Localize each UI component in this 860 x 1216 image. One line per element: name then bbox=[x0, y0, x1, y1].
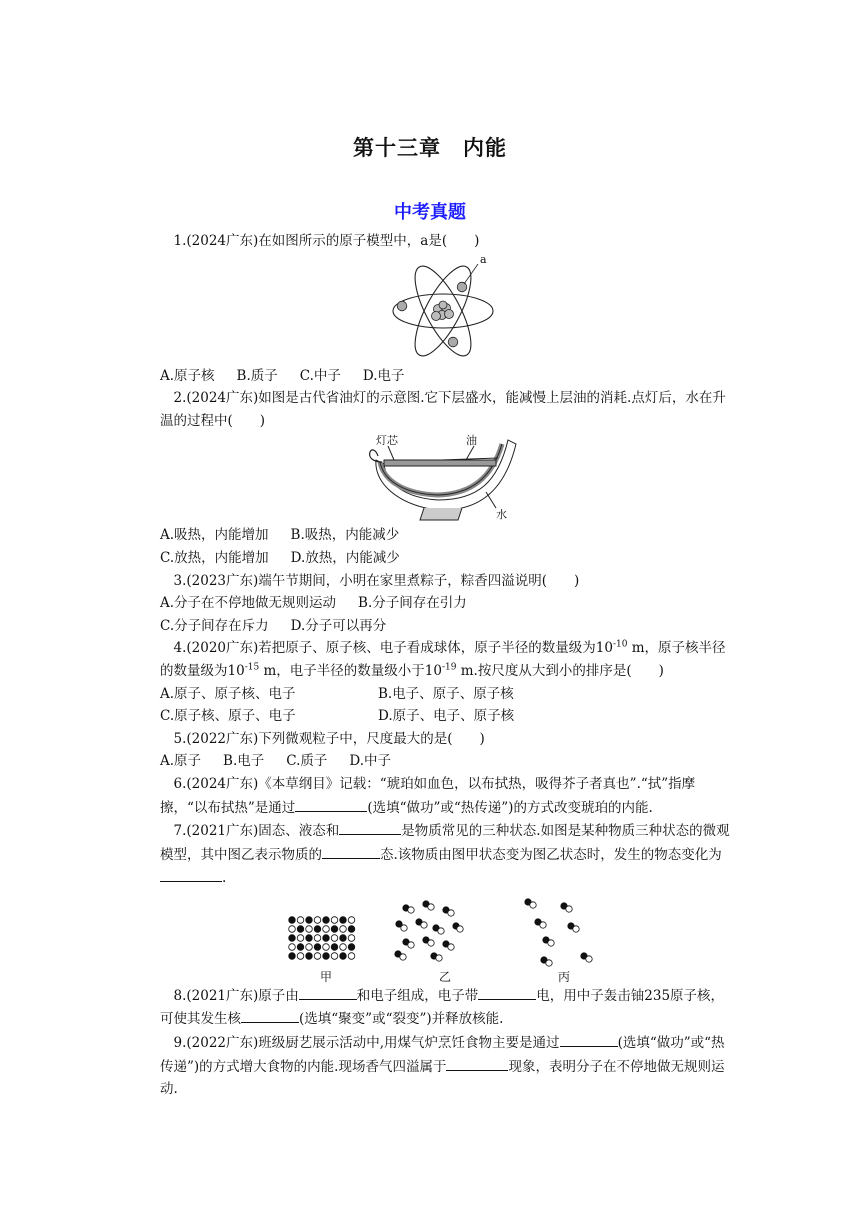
solid-particle bbox=[331, 926, 338, 933]
q7-part2: 是物质常见的三种状态.如图是某种物质三种状态的微观模型，其中图乙表示物质的 bbox=[160, 823, 730, 863]
q8-part2: 和电子组成，电子带 bbox=[356, 987, 479, 1004]
solid-particle bbox=[289, 944, 296, 951]
option-a[interactable]: A.原子 bbox=[160, 753, 202, 770]
question-3: 3.(2023广东)端午节期间，小明在家里煮粽子，粽香四溢说明( ) bbox=[173, 572, 580, 589]
question-1: 1.(2024广东)在如图所示的原子模型中，a是( ) bbox=[173, 233, 480, 249]
solid-particle bbox=[306, 953, 313, 960]
q4-part3: m，电子半径的数量级小于10 bbox=[259, 662, 442, 679]
question-9 bbox=[160, 1031, 732, 1101]
chapter-title: 第十三章 内能 bbox=[353, 136, 507, 160]
solid-particle bbox=[331, 935, 338, 942]
option-c[interactable]: C.中子 bbox=[299, 367, 341, 384]
solid-particle bbox=[331, 944, 338, 951]
question-5: 5.(2022广东)下列微观粒子中，尺度最大的是( ) bbox=[173, 730, 485, 747]
label-water: 水 bbox=[496, 508, 507, 522]
answer-blank[interactable] bbox=[299, 984, 357, 1000]
gas-model bbox=[525, 899, 592, 966]
question-4 bbox=[160, 637, 732, 682]
q8-part4: (选填“聚变”或“裂变”)并释放核能. bbox=[299, 1011, 504, 1028]
solid-particle bbox=[289, 917, 296, 924]
solid-particle bbox=[348, 935, 355, 942]
q4-options-row1 bbox=[160, 683, 732, 706]
nucleus bbox=[432, 301, 454, 321]
caption-yi: 乙 bbox=[438, 969, 451, 984]
q2-options-row2 bbox=[160, 547, 732, 570]
solid-model bbox=[289, 917, 355, 960]
option-c[interactable]: C.分子间存在斥力 bbox=[160, 617, 269, 634]
q6-part1: 6.(2024广东)《本草纲目》记载：“琥珀如血色，以布拭热，吸得芥子者真也”.“拭”指摩擦，“以布拭热”是通过 bbox=[160, 775, 696, 816]
option-a[interactable]: A.吸热，内能增加 bbox=[160, 527, 269, 544]
q3-options-row1 bbox=[160, 592, 732, 615]
q3-options-row2 bbox=[160, 615, 732, 638]
solid-particle bbox=[348, 917, 355, 924]
caption-jia: 甲 bbox=[320, 969, 333, 984]
question-7 bbox=[160, 819, 732, 890]
label-wick: 灯芯 bbox=[376, 434, 398, 448]
option-d[interactable]: D.分子可以再分 bbox=[290, 617, 387, 634]
option-d[interactable]: D.电子 bbox=[362, 367, 405, 384]
solid-particle bbox=[306, 935, 313, 942]
solid-particle bbox=[314, 917, 321, 924]
solid-particle bbox=[306, 944, 313, 951]
answer-blank[interactable] bbox=[339, 819, 401, 835]
q7-part4: . bbox=[222, 870, 227, 887]
solid-particle bbox=[297, 944, 304, 951]
q4-part4: m.按尺度从大到小的排序是( ) bbox=[456, 662, 664, 679]
option-b[interactable]: B.质子 bbox=[236, 367, 278, 384]
solid-particle bbox=[297, 935, 304, 942]
oil-lamp-figure bbox=[366, 432, 526, 524]
solid-particle bbox=[323, 935, 330, 942]
q7-part1: 7.(2021广东)固态、液态和 bbox=[173, 823, 340, 840]
figure-captions bbox=[320, 970, 570, 984]
caption-bing: 丙 bbox=[557, 969, 570, 984]
option-c[interactable]: C.质子 bbox=[286, 753, 328, 770]
solid-particle bbox=[323, 926, 330, 933]
solid-particle bbox=[331, 917, 338, 924]
solid-particle bbox=[306, 926, 313, 933]
label-oil: 油 bbox=[466, 434, 477, 448]
solid-particle bbox=[297, 953, 304, 960]
option-a[interactable]: A.原子、原子核、电子 bbox=[160, 685, 296, 702]
solid-particle bbox=[340, 944, 347, 951]
question-6 bbox=[160, 773, 732, 819]
answer-blank[interactable] bbox=[478, 984, 536, 1000]
solid-particle bbox=[348, 926, 355, 933]
q4-exponent3: -19 bbox=[441, 662, 457, 673]
answer-blank[interactable] bbox=[560, 1031, 618, 1047]
q6-part2: (选填“做功”或“热传递”)的方式改变琥珀的内能. bbox=[367, 799, 653, 816]
solid-particle bbox=[340, 926, 347, 933]
answer-blank[interactable] bbox=[446, 1055, 508, 1071]
solid-particle bbox=[289, 926, 296, 933]
q4-part1: 4.(2020广东)若把原子、原子核、电子看成球体，原子半径的数量级为10 bbox=[173, 640, 613, 657]
solid-particle bbox=[340, 917, 347, 924]
liquid-model bbox=[395, 901, 463, 961]
states-of-matter-figure bbox=[286, 898, 606, 970]
solid-particle bbox=[314, 926, 321, 933]
q9-part1: 9.(2022广东)班级厨艺展示活动中,用煤气炉烹饪食物主要是通过 bbox=[173, 1035, 560, 1052]
q2-options-row1 bbox=[160, 524, 732, 547]
option-d[interactable]: D.中子 bbox=[349, 753, 392, 770]
option-a[interactable]: A.分子在不停地做无规则运动 bbox=[160, 595, 337, 612]
solid-particle bbox=[331, 953, 338, 960]
solid-particle bbox=[340, 935, 347, 942]
solid-particle bbox=[314, 944, 321, 951]
answer-blank[interactable] bbox=[241, 1007, 299, 1023]
label-a: a bbox=[480, 252, 487, 266]
q4-part2: m，原子核半径的数量级为10 bbox=[160, 640, 726, 679]
option-c[interactable]: C.放热，内能增加 bbox=[160, 549, 269, 566]
solid-particle bbox=[323, 917, 330, 924]
option-c[interactable]: C.原子核、原子、电子 bbox=[160, 708, 296, 725]
option-b[interactable]: B.电子、原子、原子核 bbox=[378, 685, 514, 702]
solid-particle bbox=[289, 935, 296, 942]
question-8 bbox=[160, 984, 732, 1031]
q4-exponent2: -15 bbox=[244, 662, 260, 673]
solid-particle bbox=[289, 953, 296, 960]
solid-particle bbox=[314, 935, 321, 942]
solid-particle bbox=[323, 944, 330, 951]
solid-particle bbox=[297, 917, 304, 924]
q1-options bbox=[160, 365, 732, 388]
q8-part3: 电，用中子轰击铀235原子核，可使其发生核 bbox=[160, 987, 725, 1028]
atom-model-figure bbox=[391, 253, 501, 365]
solid-particle bbox=[314, 953, 321, 960]
q7-part3: 态.该物质由图甲状态变为图乙状态时，发生的物态变化为 bbox=[380, 846, 722, 863]
solid-particle bbox=[323, 953, 330, 960]
answer-blank[interactable] bbox=[160, 866, 222, 882]
solid-particle bbox=[297, 926, 304, 933]
section-title: 中考真题 bbox=[394, 202, 466, 223]
question-2: 2.(2024广东)如图是古代省油灯的示意图.它下层盛水，能减慢上层油的消耗.点灯后，水在升温的过程中( ) bbox=[160, 390, 726, 429]
option-b[interactable]: B.吸热，内能减少 bbox=[290, 527, 400, 544]
answer-blank[interactable] bbox=[295, 796, 367, 812]
option-d[interactable]: D.放热，内能减少 bbox=[290, 549, 400, 566]
solid-particle bbox=[348, 953, 355, 960]
solid-particle bbox=[306, 917, 313, 924]
q4-options-row2 bbox=[160, 705, 732, 728]
answer-blank[interactable] bbox=[322, 843, 380, 859]
option-b[interactable]: B.电子 bbox=[223, 753, 265, 770]
questions bbox=[160, 230, 732, 1101]
solid-particle bbox=[348, 944, 355, 951]
option-a[interactable]: A.原子核 bbox=[160, 367, 215, 384]
solid-particle bbox=[340, 953, 347, 960]
q9-part3: 现象，表明分子在不停地做无规则运动. bbox=[160, 1058, 725, 1098]
q4-exponent1: -10 bbox=[612, 639, 628, 650]
option-d[interactable]: D.原子、电子、原子核 bbox=[378, 708, 515, 725]
option-b[interactable]: B.分子间存在引力 bbox=[358, 595, 467, 612]
q8-part1: 8.(2021广东)原子由 bbox=[173, 987, 299, 1004]
q9-part2: (选填“做功”或“热传递”)的方式增大食物的内能.现场香气四溢属于 bbox=[160, 1035, 725, 1075]
q5-options bbox=[160, 750, 732, 773]
